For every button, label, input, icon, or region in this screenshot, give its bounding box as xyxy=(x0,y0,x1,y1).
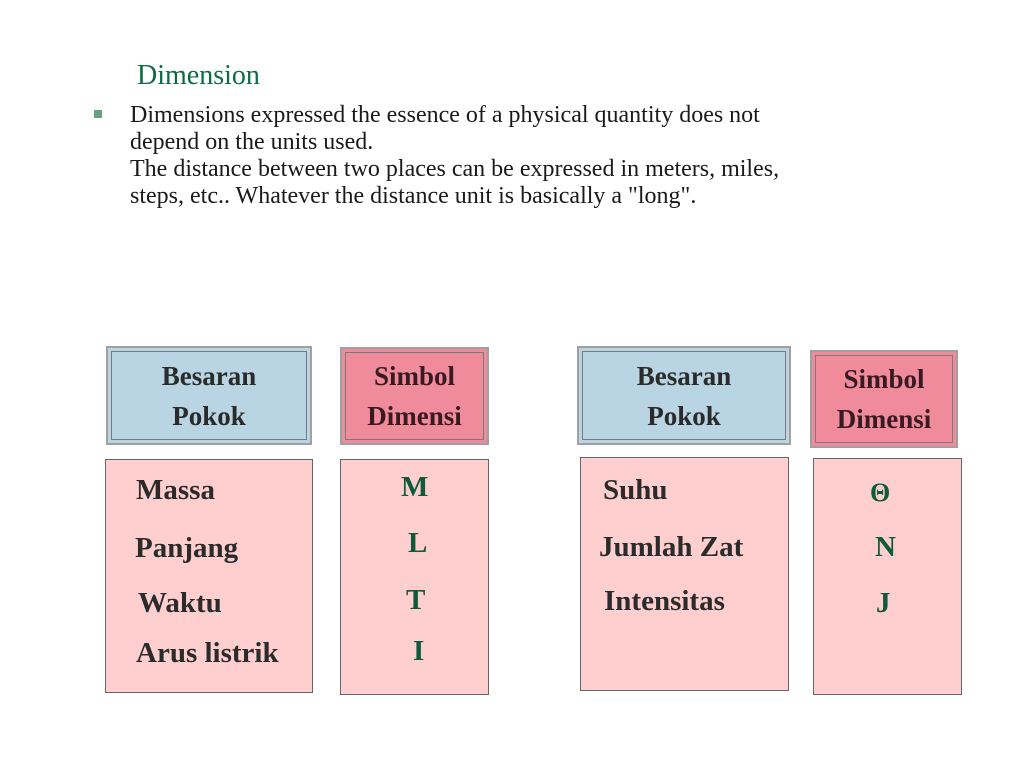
dimension-symbol: L xyxy=(408,527,428,559)
slide-title: Dimension xyxy=(137,60,260,91)
dimension-symbol: T xyxy=(406,584,426,616)
bullet-line: The distance between two places can be expressed in meters, miles, xyxy=(130,156,780,182)
header-line: Pokok xyxy=(172,400,246,431)
quantity-item: Panjang xyxy=(135,532,239,564)
quantity-item: Massa xyxy=(136,474,215,506)
header-line: Besaran xyxy=(161,360,257,391)
header-line: Dimensi xyxy=(367,401,462,431)
dimension-symbol: Θ xyxy=(870,478,891,507)
bullet-paragraph xyxy=(130,102,930,210)
dimension-symbol: M xyxy=(401,471,429,503)
bullet-square-icon xyxy=(94,110,102,118)
left-quantity-header xyxy=(106,346,312,445)
header-line: Dimensi xyxy=(836,404,932,434)
header-line: Simbol xyxy=(843,364,925,394)
header-line: Besaran xyxy=(636,360,732,391)
right-symbol-header xyxy=(810,350,958,448)
quantity-item: Jumlah Zat xyxy=(599,531,744,563)
header-line: Pokok xyxy=(647,400,721,431)
bullet-line: depend on the units used. xyxy=(130,129,374,155)
dimension-symbol: N xyxy=(875,531,896,563)
dimension-symbol: J xyxy=(876,587,891,619)
header-line: Simbol xyxy=(373,361,456,391)
dimension-symbol: I xyxy=(413,635,425,667)
quantity-item: Waktu xyxy=(138,587,222,619)
right-quantity-header xyxy=(577,346,791,445)
bullet-line: Dimensions expressed the essence of a physical quantity does not xyxy=(130,102,760,128)
quantity-item: Intensitas xyxy=(604,585,725,617)
bullet-line: steps, etc.. Whatever the distance unit is basically a "long". xyxy=(130,183,697,209)
left-symbol-header xyxy=(340,347,489,445)
quantity-item: Arus listrik xyxy=(136,637,279,669)
quantity-item: Suhu xyxy=(603,474,668,506)
